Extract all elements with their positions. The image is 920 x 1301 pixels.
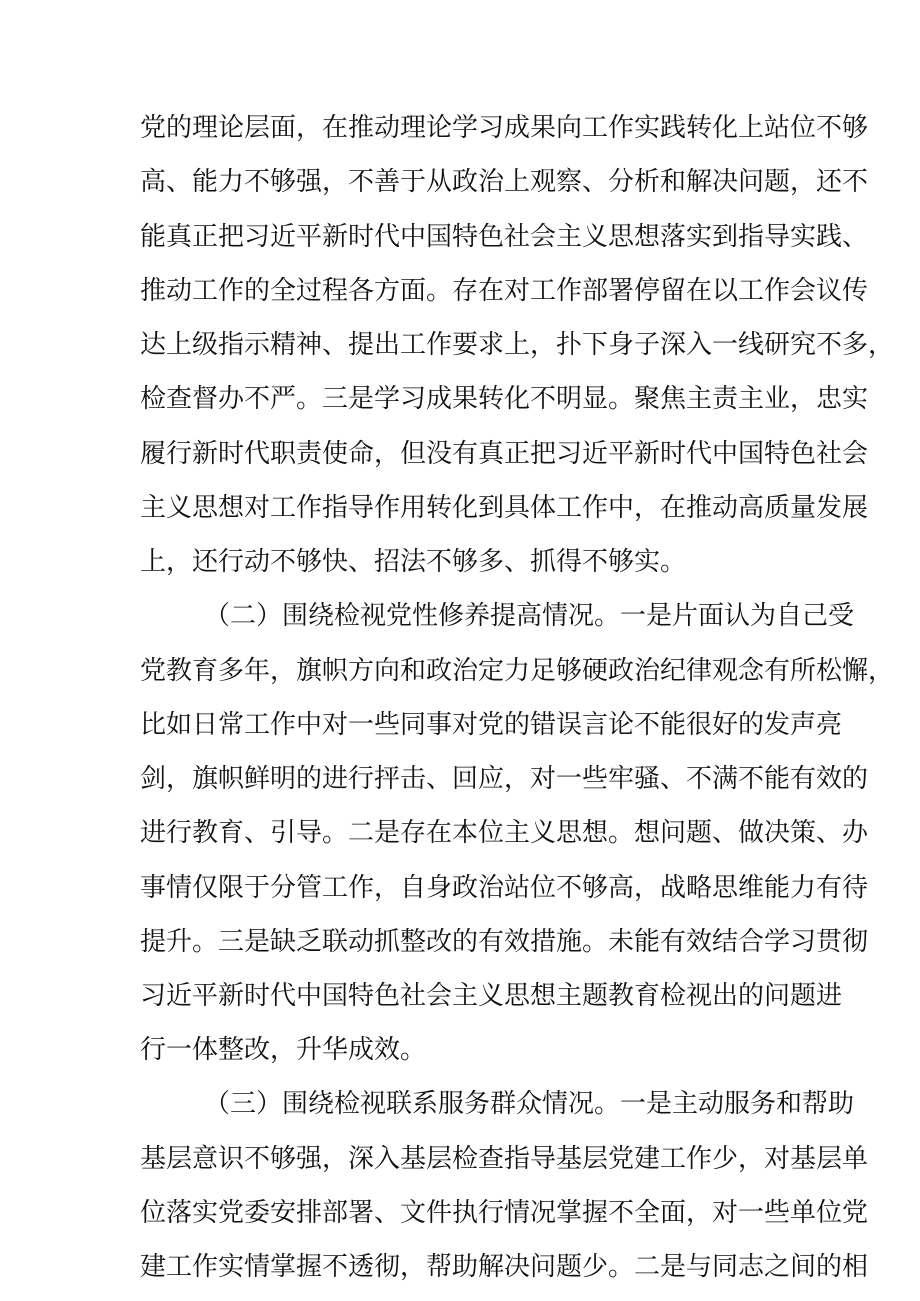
paragraph-heading-3: （三）围绕检视联系服务群众情况。一是主动服务和帮助	[204, 1089, 855, 1119]
paragraph-heading-2: （二）围绕检视党性修养提高情况。一是片面认为自己受	[204, 601, 855, 631]
text-line: 达上级指示精神、提出工作要求上，扑下身子深入一线研究不多，	[140, 330, 895, 360]
text-line: 剑，旗帜鲜明的进行抨击、回应，对一些牢骚、不满不能有效的	[140, 764, 869, 794]
text-line: 履行新时代职责使命，但没有真正把习近平新时代中国特色社会	[140, 439, 869, 469]
text-line: 习近平新时代中国特色社会主义思想主题教育检视出的问题进	[140, 981, 843, 1011]
text-line: 能真正把习近平新时代中国特色社会主义思想落实到指导实践、	[140, 222, 869, 252]
text-line: 建工作实情掌握不透彻，帮助解决问题少。二是与同志之间的相	[140, 1252, 869, 1282]
text-line: 党的理论层面，在推动理论学习成果向工作实践转化上站位不够	[140, 113, 869, 143]
text-line: 比如日常工作中对一些同事对党的错误言论不能很好的发声亮	[140, 710, 843, 740]
text-line: 位落实党委安排部署、文件执行情况掌握不全面，对一些单位党	[140, 1198, 869, 1228]
text-line: 提升。三是缺乏联动抓整改的有效措施。未能有效结合学习贯彻	[140, 927, 869, 957]
text-line: 推动工作的全过程各方面。存在对工作部署停留在以工作会议传	[140, 276, 869, 306]
text-line: 党教育多年，旗帜方向和政治定力足够硬政治纪律观念有所松懈，	[140, 656, 895, 686]
text-line: 行一体整改，升华成效。	[140, 1035, 427, 1065]
text-line: 事情仅限于分管工作，自身政治站位不够高，战略思维能力有待	[140, 873, 869, 903]
text-line: 检查督办不严。三是学习成果转化不明显。聚焦主责主业，忠实	[140, 384, 869, 414]
text-line: 进行教育、引导。二是存在本位主义思想。想问题、做决策、办	[140, 818, 869, 848]
text-line: 主义思想对工作指导作用转化到具体工作中，在推动高质量发展	[140, 493, 869, 523]
text-line: 高、能力不够强，不善于从政治上观察、分析和解决问题，还不	[140, 167, 869, 197]
text-line: 基层意识不够强，深入基层检查指导基层党建工作少，对基层单	[140, 1144, 869, 1174]
text-line: 上，还行动不够快、招法不够多、抓得不够实。	[140, 547, 687, 577]
